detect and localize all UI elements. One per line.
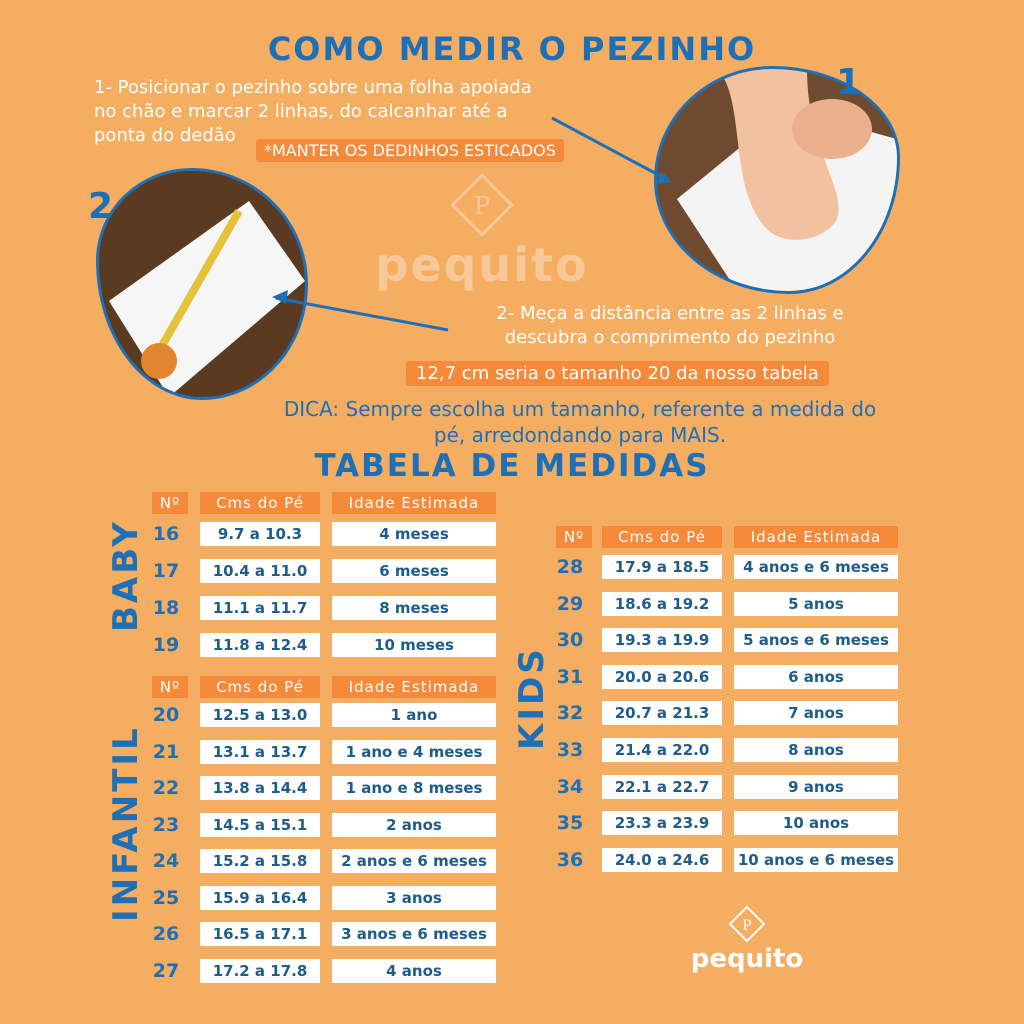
step2-line1: 2- Meça a distância entre as 2 linhas e xyxy=(496,303,844,324)
cell-cm: 12.5 a 13.0 xyxy=(200,703,320,727)
header-num: Nº xyxy=(152,676,188,698)
step1-line2: no chão e marcar 2 linhas, do calcanhar até a xyxy=(94,101,508,122)
cell-age: 5 anos e 6 meses xyxy=(734,628,898,652)
cell-cm: 20.0 a 20.6 xyxy=(602,665,722,689)
footer-brand: pequito xyxy=(690,944,804,974)
row-number: 24 xyxy=(152,850,180,872)
arrow-icon xyxy=(0,0,1024,420)
cell-cm: 18.6 a 19.2 xyxy=(602,592,722,616)
cell-cm: 16.5 a 17.1 xyxy=(200,922,320,946)
cell-cm: 13.8 a 14.4 xyxy=(200,776,320,800)
cell-cm: 13.1 a 13.7 xyxy=(200,740,320,764)
step1-number: 1 xyxy=(836,62,862,103)
cell-cm: 22.1 a 22.7 xyxy=(602,775,722,799)
section-label-baby: BABY xyxy=(106,519,146,632)
row-number: 18 xyxy=(152,597,180,619)
cell-age: 9 anos xyxy=(734,775,898,799)
table-title: TABELA DE MEDIDAS xyxy=(314,448,710,484)
row-number: 34 xyxy=(556,775,584,798)
cell-age: 8 anos xyxy=(734,738,898,762)
step1-line1: 1- Posicionar o pezinho sobre uma folha apoiada xyxy=(94,77,532,98)
row-number: 22 xyxy=(152,777,180,799)
cell-age: 4 meses xyxy=(332,522,496,546)
cell-age: 7 anos xyxy=(734,701,898,725)
page-title: COMO MEDIR O PEZINHO xyxy=(267,30,757,68)
cell-age: 3 anos e 6 meses xyxy=(332,922,496,946)
row-number: 30 xyxy=(556,629,584,652)
cell-age: 10 anos e 6 meses xyxy=(734,848,898,872)
row-number: 25 xyxy=(152,886,180,909)
cell-age: 10 anos xyxy=(734,811,898,835)
step2-tag: 12,7 cm seria o tamanho 20 da nosso tabela xyxy=(406,361,829,386)
logo-mark-icon xyxy=(727,904,767,944)
cell-cm: 15.2 a 15.8 xyxy=(200,849,320,873)
row-number: 29 xyxy=(556,592,584,615)
cell-cm: 17.2 a 17.8 xyxy=(200,959,320,983)
header-age: Idade Estimada xyxy=(734,526,898,548)
header-age: Idade Estimada xyxy=(332,492,496,514)
cell-cm: 11.1 a 11.7 xyxy=(200,596,320,620)
section-label-kids: KIDS xyxy=(512,646,552,750)
row-number: 17 xyxy=(152,560,180,582)
cell-age: 1 ano e 4 meses xyxy=(332,740,496,764)
row-number: 32 xyxy=(556,702,584,725)
cell-age: 4 anos e 6 meses xyxy=(734,555,898,579)
cell-cm: 23.3 a 23.9 xyxy=(602,811,722,835)
step1-tag: *MANTER OS DEDINHOS ESTICADOS xyxy=(256,139,564,162)
step2-number: 2 xyxy=(88,186,114,227)
cell-cm: 20.7 a 21.3 xyxy=(602,701,722,725)
cell-age: 3 anos xyxy=(332,886,496,910)
cell-age: 2 anos e 6 meses xyxy=(332,849,496,873)
cell-age: 8 meses xyxy=(332,596,496,620)
cell-age: 4 anos xyxy=(332,959,496,983)
cell-cm: 15.9 a 16.4 xyxy=(200,886,320,910)
row-number: 35 xyxy=(556,812,584,835)
section-label-infantil: INFANTIL xyxy=(106,725,146,922)
svg-text:P: P xyxy=(473,192,491,220)
watermark-brand: pequito xyxy=(375,238,589,292)
row-number: 28 xyxy=(556,556,584,578)
header-age: Idade Estimada xyxy=(332,676,496,698)
cell-cm: 11.8 a 12.4 xyxy=(200,633,320,657)
cell-age: 10 meses xyxy=(332,633,496,657)
row-number: 20 xyxy=(152,704,180,726)
cell-age: 2 anos xyxy=(332,813,496,837)
row-number: 33 xyxy=(556,739,584,761)
header-cm: Cms do Pé xyxy=(200,676,320,698)
header-cm: Cms do Pé xyxy=(200,492,320,514)
cell-age: 6 anos xyxy=(734,665,898,689)
cell-cm: 17.9 a 18.5 xyxy=(602,555,722,579)
svg-text:P: P xyxy=(742,918,752,934)
cell-age: 1 ano xyxy=(332,703,496,727)
row-number: 26 xyxy=(152,923,180,945)
cell-age: 1 ano e 8 meses xyxy=(332,776,496,800)
row-number: 23 xyxy=(152,813,180,836)
step2-line2: descubra o comprimento do pezinho xyxy=(504,327,836,348)
tip-text xyxy=(230,396,930,448)
row-number: 31 xyxy=(556,665,584,688)
cell-cm: 21.4 a 22.0 xyxy=(602,738,722,762)
header-num: Nº xyxy=(556,526,592,548)
row-number: 36 xyxy=(556,848,584,871)
cell-cm: 14.5 a 15.1 xyxy=(200,813,320,837)
row-number: 21 xyxy=(152,740,180,763)
tip-line1: DICA: Sempre escolha um tamanho, referente a medida do xyxy=(283,397,877,421)
row-number: 19 xyxy=(152,634,180,656)
step1-line3: ponta do dedão xyxy=(94,125,236,146)
step2-text xyxy=(440,302,900,350)
cell-age: 5 anos xyxy=(734,592,898,616)
row-number: 27 xyxy=(152,959,180,982)
header-num: Nº xyxy=(152,492,188,514)
row-number: 16 xyxy=(152,523,180,545)
footer-logo xyxy=(682,904,812,974)
tip-line2: pé, arredondando para MAIS. xyxy=(433,423,727,447)
cell-age: 6 meses xyxy=(332,559,496,583)
cell-cm: 9.7 a 10.3 xyxy=(200,522,320,546)
cell-cm: 19.3 a 19.9 xyxy=(602,628,722,652)
cell-cm: 24.0 a 24.6 xyxy=(602,848,722,872)
header-cm: Cms do Pé xyxy=(602,526,722,548)
cell-cm: 10.4 a 11.0 xyxy=(200,559,320,583)
